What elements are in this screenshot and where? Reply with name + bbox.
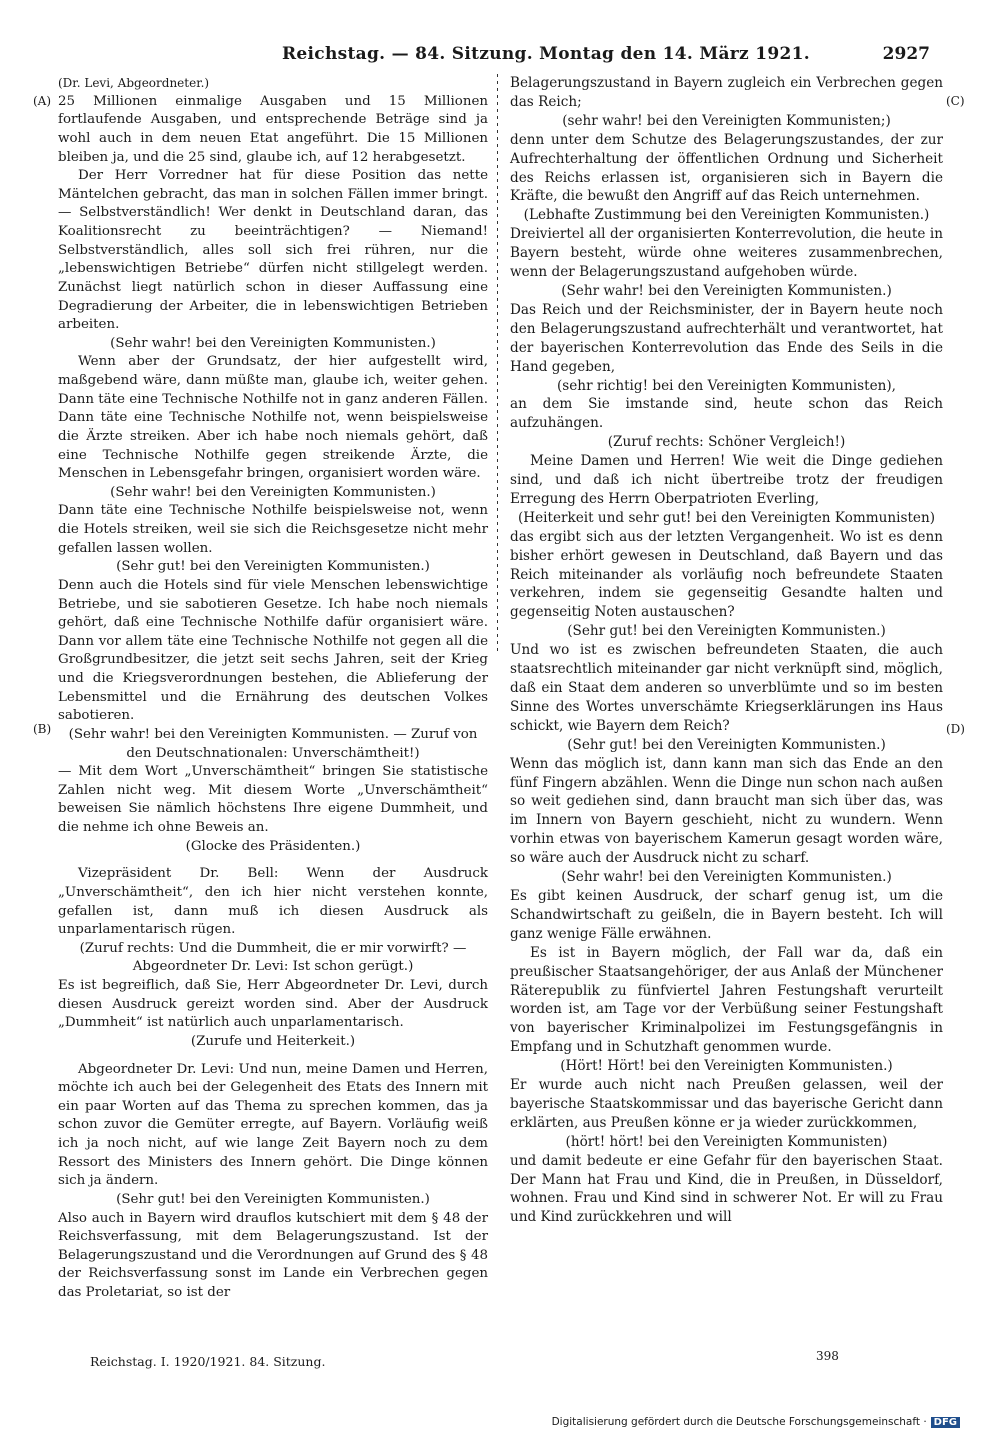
paragraph: Das Reich und der Reichsminister, der in Bayern heute noch den Belagerungszustand aufrechterhält und verantwortet, hat der bayerischen Konterrevolution das Ende des Seils in die Hand gegeben, xyxy=(510,301,943,375)
paragraph: Dann täte eine Technische Nothilfe beispielsweise not, wenn die Hotels streiken, weil sie sich die Reichsgesetze nicht mehr gefallen lassen wollen. xyxy=(58,503,488,556)
credit-text: Digitalisierung gefördert durch die Deutsche Forschungsgemeinschaft · xyxy=(551,1416,927,1428)
interjection: (Sehr wahr! bei den Vereinigten Kommunisten.) xyxy=(561,869,892,886)
speaker-continuation: (Dr. Levi, Abgeordneter.) xyxy=(58,76,210,90)
paragraph: Also auch in Bayern wird drauflos kutschiert mit dem § 48 der Reichsverfassung, mit dem Belagerungszustand. Ist der Belagerungszustand und die Verordnungen auf Grund des § 48 der Reichsverfassung sonst im Lande ein Verbrechen gegen das Proletariat, so ist der xyxy=(58,1210,488,1300)
interjection: (Sehr wahr! bei den Vereinigten Kommunisten.) xyxy=(110,484,436,500)
interjection: (Sehr gut! bei den Vereinigten Kommunisten.) xyxy=(567,623,886,640)
paragraph: — Mit dem Wort „Unverschämtheit“ bringen Sie statistische Zahlen nicht weg. Mit diesem Worte „Unverschämtheit“ beweisen Sie nämlich höchstens Ihre eigene Dummheit, und die nehme ich ohne Beweis an. xyxy=(58,764,488,835)
digitization-credit xyxy=(552,1416,960,1428)
paragraph: Es ist begreiflich, daß Sie, Herr Abgeordneter Dr. Levi, durch diesen Ausdruck gereizt worden sind. Aber der Ausdruck „Dummheit“ ist natürlich auch unparlamentarisch. xyxy=(58,978,488,1031)
paragraph: denn unter dem Schutze des Belagerungszustandes, der zur Aufrechterhaltung der öffentlichen Ordnung und Sicherheit des Reichs erlassen ist, organisieren sich in Bayern die Kräfte, die bewußt den Angriff auf das Reich unternehmen. xyxy=(510,131,943,205)
paragraph: 25 Millionen einmalige Ausgaben und 15 Millionen fortlaufende Ausgaben, und entsprechende Beträge sind ja wohl auch in dem neuen Etat angeführt. Die 15 Millionen bleiben ja, und die 25 sind, glaube ich, auf 12 herabgesetzt. xyxy=(58,93,488,165)
interjection: (sehr wahr! bei den Vereinigten Kommunisten;) xyxy=(562,112,891,129)
margin-marker-a: (A) xyxy=(33,94,52,108)
interjection: (Sehr wahr! bei den Vereinigten Kommunisten. — Zuruf von den Deutschnationalen: Unverschämtheit!) xyxy=(68,726,478,761)
margin-marker-b: (B) xyxy=(33,722,52,736)
paragraph: Meine Damen und Herren! Wie weit die Dinge gediehen sind, und daß ich nicht übertreibe trotz der freudigen Erregung des Herrn Oberpatrioten Everling, xyxy=(510,453,943,507)
paragraph: Belagerungszustand in Bayern zugleich ein Verbrechen gegen das Reich; xyxy=(510,75,943,110)
paragraph: und damit bedeute er eine Gefahr für den bayerischen Staat. Der Mann hat Frau und Kind, die in Preußen, in Düsseldorf, wohnen. Frau und Kind sind in schwerer Not. Er will zu Frau und Kind zurückkehren und will xyxy=(510,1152,943,1226)
footer-imprint: Reichstag. I. 1920/1921. 84. Sitzung. xyxy=(90,1354,326,1369)
paragraph: an dem Sie imstande sind, heute schon das Reich aufzuhängen. xyxy=(510,396,943,432)
interjection: (sehr richtig! bei den Vereinigten Kommunisten), xyxy=(556,377,896,394)
running-title: Reichstag. — 84. Sitzung. Montag den 14. März 1921. xyxy=(282,44,810,64)
column-divider xyxy=(497,74,498,654)
speaker-paragraph: Abgeordneter Dr. Levi: Und nun, meine Damen und Herren, möchte ich auch bei der Gelegenheit des Etats des Innern mit ein paar Worten auf das Thema zu sprechen kommen, das ja schon zuvor die Gemüter erregte, auf Bayern. Vorläufig weiß ich ja noch nicht, auf wie lange Zeit Bayern noch zu dem Ressort des Ministers des Innern gehört. Die Dinge können sich ja ändern. xyxy=(58,1061,488,1189)
paragraph: das ergibt sich aus der letzten Vergangenheit. Wo ist es denn bisher erhört gewesen in Deutschland, daß Bayern und das Reich miteinander als vorläufig noch befreundete Staaten verkehren, indem sie gegenseitig Gesandte halten und gegenseitig Noten austauschen? xyxy=(510,528,943,621)
interjection: (Sehr gut! bei den Vereinigten Kommunisten.) xyxy=(116,559,430,575)
interjection: (Hört! Hört! bei den Vereinigten Kommunisten.) xyxy=(560,1058,893,1075)
paragraph: Wenn aber der Grundsatz, der hier aufgestellt wird, maßgebend wäre, dann müßte man, glaube ich, weiter gehen. Dann täte eine Technische Nothilfe not in ganz anderen Fällen. Dann täte eine Technische Nothilfe not, wenn beispielsweise die Ärzte streiken. Aber ich habe noch niemals gehört, daß eine Technische Nothilfe gegen streikende Ärzte, die Menschen in Lebensgefahr bringen, organisiert worden wäre. xyxy=(58,354,488,482)
paragraph: Der Herr Vorredner hat für diese Position das nette Mäntelchen gebracht, das man in solchen Fällen immer bringt. — Selbstverständlich! Wer denkt in Deutschland daran, das Koalitionsrecht zu beeinträchtigen? — Niemand! Selbstverständlich, alles soll sich frei rühren, nur die „lebenswichtigen Betriebe“ dürfen nicht stillgelegt werden. Zunächst liegt natürlich schon in dieser Auffassung eine Degradierung der Arbeiter, die in lebenswichtigen Betrieben arbeiten. xyxy=(58,168,488,333)
paragraph: Es gibt keinen Ausdruck, der scharf genug ist, um die Schandwirtschaft zu geißeln, die in Bayern besteht. Ich will ganz wenige Fälle erwähnen. xyxy=(510,887,943,942)
paragraph: Er wurde auch nicht nach Preußen gelassen, weil der bayerische Staatskommissar und das bayerische Gericht dann erklärten, aus Preußen könne er ja wieder zurückkommen, xyxy=(510,1077,943,1131)
interjection: (Sehr gut! bei den Vereinigten Kommunisten.) xyxy=(567,736,886,753)
right-column xyxy=(510,74,943,1227)
interjection: (Glocke des Präsidenten.) xyxy=(185,838,361,854)
margin-marker-c: (C) xyxy=(946,94,965,108)
left-column xyxy=(58,74,488,1303)
interjection: (Zuruf rechts: Und die Dummheit, die er mir vorwirft? — Abgeordneter Dr. Levi: Ist schon gerügt.) xyxy=(79,940,467,975)
speaker-paragraph: Vizepräsident Dr. Bell: Wenn der Ausdruck „Unverschämtheit“, den ich hier nicht verstehen konnte, gefallen ist, dann muß ich diesen Ausdruck als unparlamentarisch rügen. xyxy=(58,866,488,938)
interjection: (Sehr wahr! bei den Vereinigten Kommunisten.) xyxy=(561,282,892,299)
interjection: (Zuruf rechts: Schöner Vergleich!) xyxy=(607,434,846,451)
interjection: (Sehr wahr! bei den Vereinigten Kommunisten.) xyxy=(110,335,436,351)
paragraph: Denn auch die Hotels sind für viele Menschen lebenswichtige Betriebe, und sie sabotieren Gesetze. Ich habe noch niemals gehört, daß eine Technische Nothilfe dafür organisiert wäre. Dann vor allem täte eine Technische Nothilfe not gegen all die Großgrundbesitzer, die jetzt seit sechs Jahren, seit der Krieg und die Kriegsverordnungen bestehen, die Ablieferung der Lebensmittel und die Ernährung des deutschen Volkes sabotieren. xyxy=(58,577,488,724)
footer-signature: 398 xyxy=(816,1349,839,1363)
interjection: (Heiterkeit und sehr gut! bei den Vereinigten Kommunisten) xyxy=(517,509,936,526)
page-number: 2927 xyxy=(882,44,930,64)
paragraph: Wenn das möglich ist, dann kann man sich das Ende an den fünf Fingern abzählen. Wenn die Dinge nun schon nach außen so weit gediehen sind, dann braucht man sich über das, was im Innern von Bayern geschieht, nicht zu wundern. Wenn vorhin etwas von bayerischem Kamerun gesagt worden wäre, so wäre auch der Ausdruck nicht zu scharf. xyxy=(510,755,943,867)
dfg-logo: DFG xyxy=(931,1417,960,1428)
interjection: (hört! hört! bei den Vereinigten Kommunisten) xyxy=(565,1133,888,1150)
interjection: (Lebhafte Zustimmung bei den Vereinigten Kommunisten.) xyxy=(523,207,930,224)
page-header xyxy=(282,44,930,68)
interjection: (Zurufe und Heiterkeit.) xyxy=(190,1033,356,1049)
paragraph: Es ist in Bayern möglich, der Fall war da, daß ein preußischer Staatsangehöriger, der aus Anlaß der Münchener Räterepublik zu fünfviertel Jahren Festungshaft verurteilt worden ist, am Tage vor der Verbüßung seiner Festungshaft von bayerischer Kriminalpolizei im Festungsgefängnis in Empfang und in Schutzhaft genommen wurde. xyxy=(510,944,943,1056)
paragraph: Dreiviertel all der organisierten Konterrevolution, die heute in Bayern besteht, würde ohne weiteres zusammenbrechen, wenn der Belagerungszustand aufgehoben würde. xyxy=(510,226,943,281)
margin-marker-d: (D) xyxy=(946,722,965,736)
paragraph: Und wo ist es zwischen befreundeten Staaten, die auch staatsrechtlich miteinander gar nicht verknüpft sind, möglich, daß ein Staat dem anderen so unverblümte und so im besten Sinne des Wortes unverschämte Kriegserklärungen ins Haus schickt, wie Bayern dem Reich? xyxy=(510,642,943,734)
interjection: (Sehr gut! bei den Vereinigten Kommunisten.) xyxy=(116,1191,430,1207)
